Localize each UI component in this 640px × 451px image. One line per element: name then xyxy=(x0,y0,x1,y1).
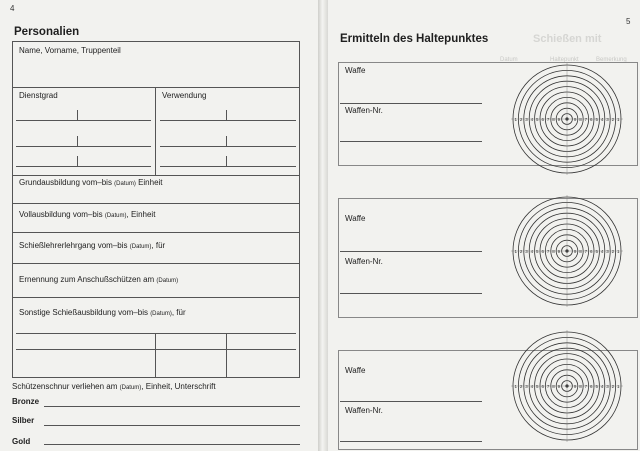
ring-number: 6 xyxy=(590,383,593,389)
target-1[interactable] xyxy=(508,60,626,178)
ring-number: 9 xyxy=(557,248,561,254)
sonstige-line-2[interactable] xyxy=(16,349,296,350)
ring-number: 7 xyxy=(584,248,588,254)
ring-number: 2 xyxy=(611,248,615,254)
divider xyxy=(12,232,300,233)
ring-number: 8 xyxy=(579,248,582,254)
tick xyxy=(226,110,227,120)
divider xyxy=(155,87,156,175)
book-gutter xyxy=(318,0,328,451)
waffe-label-1: Waffe xyxy=(345,66,366,75)
divider xyxy=(12,175,300,176)
waffe-label-2: Waffe xyxy=(345,214,366,223)
ring-number: 5 xyxy=(536,116,539,122)
ring-number: 5 xyxy=(595,248,598,254)
gold-line[interactable] xyxy=(44,444,300,445)
ring-number: 4 xyxy=(600,383,604,389)
ring-number: 3 xyxy=(606,248,609,254)
waffe-line-2[interactable] xyxy=(340,251,482,252)
schuetzenschnur-label: Schützenschnur verliehen am (Datum), Einheit, Unterschrift xyxy=(12,382,216,391)
ring-number: 2 xyxy=(519,116,523,122)
bronze-line[interactable] xyxy=(44,406,300,407)
divider xyxy=(155,333,156,378)
name-label: Name, Vorname, Truppenteil xyxy=(19,46,121,55)
vollausbildung-label: Vollausbildung vom–bis (Datum), Einheit xyxy=(19,210,156,219)
ring-number: 1 xyxy=(514,116,517,122)
medal-label-gold: Gold xyxy=(12,437,31,446)
ring-number: 9 xyxy=(573,248,577,254)
left-page xyxy=(0,0,318,451)
ring-number: 5 xyxy=(595,116,598,122)
tick xyxy=(226,156,227,166)
tick xyxy=(226,136,227,146)
divider xyxy=(12,87,300,88)
ring-number: 4 xyxy=(530,383,534,389)
waffe-label-3: Waffe xyxy=(345,366,366,375)
bleed-through-title: Schießen mit xyxy=(533,33,602,45)
waffen-nr-line-3[interactable] xyxy=(340,441,482,442)
ring-number: 5 xyxy=(536,383,539,389)
page-title-haltepunkt: Ermitteln des Haltepunktes xyxy=(340,33,489,45)
bleed-header-datum: Datum xyxy=(500,57,518,63)
schiesslehrer-label: Schießlehrerlehrgang vom–bis (Datum), für xyxy=(19,241,166,250)
grundausbildung-label: Grundausbildung vom–bis (Datum) Einheit xyxy=(19,178,163,187)
verwendung-line-3[interactable] xyxy=(160,166,296,167)
ring-number: 1 xyxy=(617,116,620,122)
ring-number: 5 xyxy=(595,383,598,389)
divider xyxy=(12,297,300,298)
waffe-line-1[interactable] xyxy=(340,103,482,104)
waffen-nr-line-1[interactable] xyxy=(340,141,482,142)
dienstgrad-label: Dienstgrad xyxy=(19,91,58,100)
ring-number: 2 xyxy=(611,383,615,389)
waffen-nr-label-2: Waffen-Nr. xyxy=(345,257,383,266)
right-page xyxy=(328,0,640,451)
ernennung-label: Ernennung zum Anschußschützen am (Datum) xyxy=(19,275,179,284)
ring-number: 2 xyxy=(519,383,523,389)
target-3[interactable] xyxy=(508,327,626,445)
tick xyxy=(77,110,78,120)
sonstige-label: Sonstige Schießausbildung vom–bis (Datum), für xyxy=(19,308,186,317)
dienstgrad-line-3[interactable] xyxy=(16,166,151,167)
ring-number: 6 xyxy=(590,248,593,254)
ring-number: 1 xyxy=(617,383,620,389)
dienstgrad-line-2[interactable] xyxy=(16,146,151,147)
ring-number: 8 xyxy=(552,248,555,254)
ring-number: 9 xyxy=(557,383,561,389)
ring-number: 2 xyxy=(519,248,523,254)
ring-number: 7 xyxy=(546,248,550,254)
bleed-header-haltepunkt: Haltepunkt xyxy=(550,57,579,63)
waffen-nr-label-3: Waffen-Nr. xyxy=(345,406,383,415)
ring-number: 7 xyxy=(584,383,588,389)
ring-number: 7 xyxy=(546,116,550,122)
medal-label-bronze: Bronze xyxy=(12,397,40,406)
page-number-right: 5 xyxy=(626,17,631,26)
tick xyxy=(77,136,78,146)
ring-number: 3 xyxy=(525,383,528,389)
ring-number: 9 xyxy=(573,116,577,122)
ring-number: 7 xyxy=(546,383,550,389)
ring-number: 6 xyxy=(541,248,544,254)
dienstgrad-line-1[interactable] xyxy=(16,120,151,121)
ring-number: 7 xyxy=(584,116,588,122)
ring-number: 6 xyxy=(541,383,544,389)
sonstige-line-1[interactable] xyxy=(16,333,296,334)
ring-number: 3 xyxy=(606,116,609,122)
ring-number: 1 xyxy=(514,383,517,389)
ring-number: 3 xyxy=(525,248,528,254)
ring-number: 6 xyxy=(541,116,544,122)
ring-number: 4 xyxy=(530,116,534,122)
waffe-line-3[interactable] xyxy=(340,401,482,402)
ring-number: 3 xyxy=(525,116,528,122)
bleed-header-bemerkung: Bemerkung xyxy=(596,57,627,63)
ring-number: 3 xyxy=(606,383,609,389)
ring-number: 9 xyxy=(573,383,577,389)
verwendung-label: Verwendung xyxy=(162,91,207,100)
medal-label-silber: Silber xyxy=(12,416,35,425)
ring-number: 1 xyxy=(514,248,517,254)
ring-number: 2 xyxy=(611,116,615,122)
ring-number: 6 xyxy=(590,116,593,122)
divider xyxy=(12,263,300,264)
ring-number: 8 xyxy=(579,383,582,389)
ring-number: 4 xyxy=(600,248,604,254)
ring-number: 8 xyxy=(579,116,582,122)
page-number-left: 4 xyxy=(10,4,15,13)
waffen-nr-line-2[interactable] xyxy=(340,293,482,294)
target-2[interactable] xyxy=(508,192,626,310)
ring-number: 4 xyxy=(530,248,534,254)
page-title-personalien: Personalien xyxy=(14,26,80,38)
ring-number: 8 xyxy=(552,116,555,122)
ring-number: 5 xyxy=(536,248,539,254)
verwendung-line-2[interactable] xyxy=(160,146,296,147)
waffen-nr-label-1: Waffen-Nr. xyxy=(345,106,383,115)
ring-number: 9 xyxy=(557,116,561,122)
tick xyxy=(77,156,78,166)
ring-number: 1 xyxy=(617,248,620,254)
ring-number: 8 xyxy=(552,383,555,389)
divider xyxy=(226,333,227,378)
silber-line[interactable] xyxy=(44,425,300,426)
ring-number: 4 xyxy=(600,116,604,122)
divider xyxy=(12,203,300,204)
verwendung-line-1[interactable] xyxy=(160,120,296,121)
